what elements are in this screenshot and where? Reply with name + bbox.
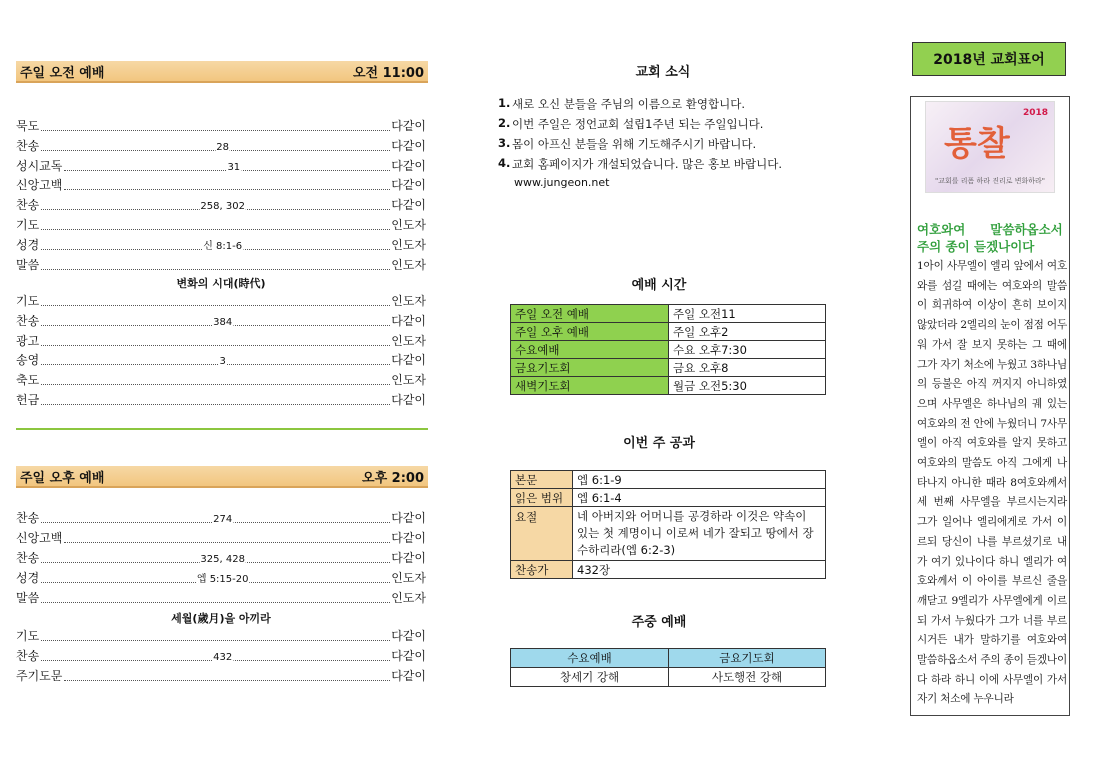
dot-leader: [41, 218, 390, 230]
order-row: [16, 390, 426, 408]
order-row: [16, 370, 426, 388]
midweek-value: 사도행전 강해: [669, 668, 826, 687]
order-row: [16, 331, 426, 349]
order-item-name: 성경: [16, 237, 40, 252]
order-item-name: 헌금: [16, 393, 40, 407]
order-item-leader: 인도자: [391, 237, 426, 252]
news-item-number: 1.: [498, 96, 511, 110]
midweek-header: 금요기도회: [669, 649, 826, 668]
dot-leader: [41, 294, 390, 306]
order-item-reference: 258, 302: [200, 201, 245, 213]
morning-service-header: [16, 61, 428, 83]
order-item-name: 기도: [16, 629, 40, 643]
order-row: [16, 548, 426, 566]
order-item-reference: 31: [227, 161, 241, 173]
lesson-value: 432장: [573, 561, 826, 579]
table-row: [511, 649, 826, 668]
schedule-value: 주일 오후2: [669, 323, 826, 341]
order-row: [16, 156, 426, 174]
order-row: [16, 626, 426, 644]
news-item-text: 이번 주일은 정언교회 설립1주년 되는 주일입니다.: [512, 117, 764, 131]
order-item-name: 찬송: [16, 198, 40, 213]
schedule-value: 금요 오후8: [669, 359, 826, 377]
lesson-label: 본문: [511, 471, 573, 489]
dot-leader: [41, 571, 390, 583]
table-row: [511, 305, 826, 323]
order-item-reference: 384: [213, 316, 233, 328]
dot-leader: [41, 139, 390, 151]
dot-leader: [64, 531, 390, 543]
schedule-label: 주일 오전 예배: [511, 305, 669, 323]
schedule-label: 금요기도회: [511, 359, 669, 377]
schedule-label: 수요예배: [511, 341, 669, 359]
order-item-leader: 다같이: [391, 178, 426, 193]
order-item-name: 묵도: [16, 119, 40, 133]
lesson-value: 네 아버지와 어머니를 공경하라 이것은 약속이 있는 첫 계명이니 이로써 네가 잘되고 땅에서 장수하리라(엡 6:2-3): [573, 507, 826, 561]
order-item-leader: 다같이: [391, 353, 426, 368]
news-item-text: 새로 오신 분들을 주님의 이름으로 환영합니다.: [512, 97, 746, 111]
order-item-name: 성경: [16, 571, 40, 585]
dot-leader: [41, 353, 390, 368]
table-row: [511, 471, 826, 489]
schedule-value: 월금 오전5:30: [669, 377, 826, 395]
morning-sermon-title: 변화의 시대(時代): [176, 277, 266, 290]
dot-leader: [41, 238, 390, 250]
dot-leader: [41, 198, 390, 213]
order-item-name: 기도: [16, 294, 40, 308]
lesson-label: 요절: [511, 507, 573, 561]
schedule-label: 주일 오후 예배: [511, 323, 669, 341]
news-title: 교회 소식: [635, 65, 691, 80]
order-item-name: 말씀: [16, 257, 40, 272]
order-item-reference: 432: [213, 652, 233, 663]
order-item-leader: 다같이: [391, 511, 426, 525]
table-row: [511, 359, 826, 377]
afternoon-service-header: [16, 466, 428, 488]
morning-service-section: [16, 61, 428, 83]
news-item-number: 3.: [498, 136, 511, 150]
order-item-name: 주기도문: [16, 669, 63, 683]
dot-leader: [41, 334, 390, 346]
logo-caption: "교회를 리폼 하라 진리로 변화하라": [934, 177, 1045, 185]
motto-title: 2018년 교회표어: [912, 42, 1066, 76]
afternoon-service-time: 오후 2:00: [362, 470, 424, 486]
dot-leader: [64, 178, 390, 190]
order-item-leader: 다같이: [391, 531, 426, 545]
order-item-name: 찬송: [16, 313, 40, 328]
homepage-link[interactable]: www.jungeon.net: [514, 176, 610, 189]
midweek-value: 창세기 강해: [511, 668, 669, 687]
news-item: [498, 136, 828, 156]
motto-verse-text: 1아이 사무엘이 엘리 앞에서 여호와를 섬길 때에는 여호와의 말씀이 희귀하여 이상이 흔히 보이지 않았더라 2엘리의 눈이 점점 어두워 가서 잘 보지 못하는 그 때에 그가 자기 처소에 누웠고 3하나님의 등불은 아직 꺼지지 아니하였으며 사무엘은 하나님의 궤 있는 여호와의 전 안에 누웠더니 7사무엘이 아직 여호와를 알지 못하고 여호와의 말씀도 아직 그에게 나타나지 아니한 때라 8여호와께서 세 번째 사무엘을 부르시는지라 그가 일어나 엘리에게로 가서 이르되 당신이 나를 부르셨기로 내가 여기 있나이다 하니 엘리가 여호와께서 이 아이를 부르신 줄을 깨닫고 9엘리가 사무엘에게 이르되 가서 누웠다가 그가 너를 부르시거든 내가 말하기를 여호와여 말씀하옵소서 주의 종이 듣겠나이다 하라 하니 이에 사무엘이 가서 자기 처소에 누우니라: [917, 260, 1067, 706]
order-row: [16, 255, 426, 273]
dot-leader: [41, 511, 390, 523]
order-row: [16, 666, 426, 684]
dot-leader: [41, 629, 390, 641]
section-divider: [16, 428, 428, 430]
afternoon-service-title: 주일 오후 예배: [20, 470, 105, 486]
dot-leader: [41, 649, 390, 661]
order-row: [16, 116, 426, 134]
table-row: [511, 377, 826, 395]
order-item-leader: 인도자: [391, 373, 426, 388]
dot-leader: [41, 314, 390, 326]
table-row: [511, 323, 826, 341]
schedule-title: 예배 시간: [631, 278, 687, 293]
order-item-leader: 다같이: [391, 198, 426, 213]
order-item-name: 찬송: [16, 551, 40, 565]
order-row: [16, 136, 426, 154]
order-item-leader: 다같이: [391, 649, 426, 663]
order-item-name: 송영: [16, 353, 40, 368]
schedule-value: 수요 오후7:30: [669, 341, 826, 359]
order-item-name: 성시교독: [16, 158, 63, 173]
midweek-header: 수요예배: [511, 649, 669, 668]
table-row: [511, 668, 826, 687]
order-row: [16, 235, 426, 253]
dot-leader: [64, 159, 390, 171]
news-item-text: 교회 홈페이지가 개설되었습니다. 많은 홍보 바랍니다.: [512, 157, 782, 171]
order-item-reference: 28: [216, 141, 230, 153]
order-row: [16, 215, 426, 233]
order-item-leader: 인도자: [391, 591, 426, 605]
schedule-table: [510, 304, 826, 395]
morning-service-title: 주일 오전 예배: [20, 65, 105, 81]
morning-service-time: 오전 11:00: [352, 65, 424, 81]
lesson-label: 찬송가: [511, 561, 573, 579]
order-item-leader: 인도자: [391, 294, 426, 308]
order-item-leader: 인도자: [391, 333, 426, 348]
logo-title: 통찰: [944, 124, 1010, 164]
schedule-value: 주일 오전11: [669, 305, 826, 323]
dot-leader: [41, 373, 390, 385]
afternoon-sermon-title: 세월(歲月)을 아끼라: [171, 612, 271, 625]
lesson-title: 이번 주 공과: [623, 436, 695, 451]
order-item-leader: 다같이: [391, 669, 426, 683]
schedule-label: 새벽기도회: [511, 377, 669, 395]
order-row: [16, 508, 426, 526]
order-item-name: 신앙고백: [16, 178, 63, 193]
order-row: [16, 528, 426, 546]
order-row: [16, 568, 426, 586]
order-item-leader: 다같이: [391, 119, 426, 133]
motto-verse-title: 여호와여 말씀하옵소서 주의 종이 듣겠나이다: [917, 222, 1063, 254]
order-item-reference: 325, 428: [200, 554, 245, 565]
order-item-reference: 3: [219, 356, 226, 368]
order-item-leader: 다같이: [391, 158, 426, 173]
order-item-leader: 인도자: [391, 257, 426, 272]
order-row: [16, 175, 426, 193]
order-item-name: 말씀: [16, 591, 40, 605]
order-row: [16, 195, 426, 213]
dot-leader: [41, 119, 390, 131]
table-row: [511, 507, 826, 561]
lesson-value: 엡 6:1-4: [573, 489, 826, 507]
news-item: [498, 96, 828, 116]
lesson-value: 엡 6:1-9: [573, 471, 826, 489]
dot-leader: [64, 669, 390, 681]
order-item-name: 찬송: [16, 511, 40, 525]
order-item-reference: 엡 5:15-20: [196, 570, 250, 585]
order-row: [16, 291, 426, 309]
afternoon-service-section: [16, 466, 428, 488]
order-item-reference: 신 8:1-6: [202, 237, 243, 252]
lesson-label: 읽은 범위: [511, 489, 573, 507]
order-row: [16, 588, 426, 606]
order-item-reference: 274: [213, 514, 233, 525]
lesson-table: [510, 470, 826, 579]
dot-leader: [41, 551, 390, 563]
order-item-leader: 다같이: [391, 313, 426, 328]
table-row: [511, 341, 826, 359]
table-row: [511, 489, 826, 507]
order-item-name: 찬송: [16, 138, 40, 153]
news-item-number: 4.: [498, 156, 511, 170]
table-row: [511, 561, 826, 579]
motto-logo-image: [925, 101, 1055, 193]
order-item-name: 기도: [16, 218, 40, 232]
dot-leader: [41, 258, 390, 270]
order-item-name: 축도: [16, 373, 40, 388]
news-item-number: 2.: [498, 116, 511, 130]
order-row: [16, 350, 426, 368]
order-item-name: 신앙고백: [16, 531, 63, 545]
midweek-title: 주중 예배: [631, 615, 687, 630]
logo-year: 2018: [1022, 108, 1048, 118]
order-row: [16, 646, 426, 664]
dot-leader: [41, 591, 390, 603]
order-row: [16, 311, 426, 329]
order-item-name: 광고: [16, 333, 40, 348]
order-item-leader: 다같이: [391, 551, 426, 565]
news-item: [498, 116, 828, 136]
order-item-name: 찬송: [16, 649, 40, 663]
midweek-table: [510, 648, 826, 687]
news-item: [498, 156, 828, 176]
order-item-leader: 다같이: [391, 138, 426, 153]
order-item-leader: 다같이: [391, 393, 426, 407]
dot-leader: [41, 393, 390, 405]
news-list: [498, 96, 828, 194]
motto-box: [910, 96, 1070, 716]
order-item-leader: 인도자: [391, 571, 426, 585]
order-item-leader: 인도자: [391, 218, 426, 232]
news-item-text: 몸이 아프신 분들을 위해 기도해주시기 바랍니다.: [512, 137, 757, 151]
order-item-leader: 다같이: [391, 629, 426, 643]
